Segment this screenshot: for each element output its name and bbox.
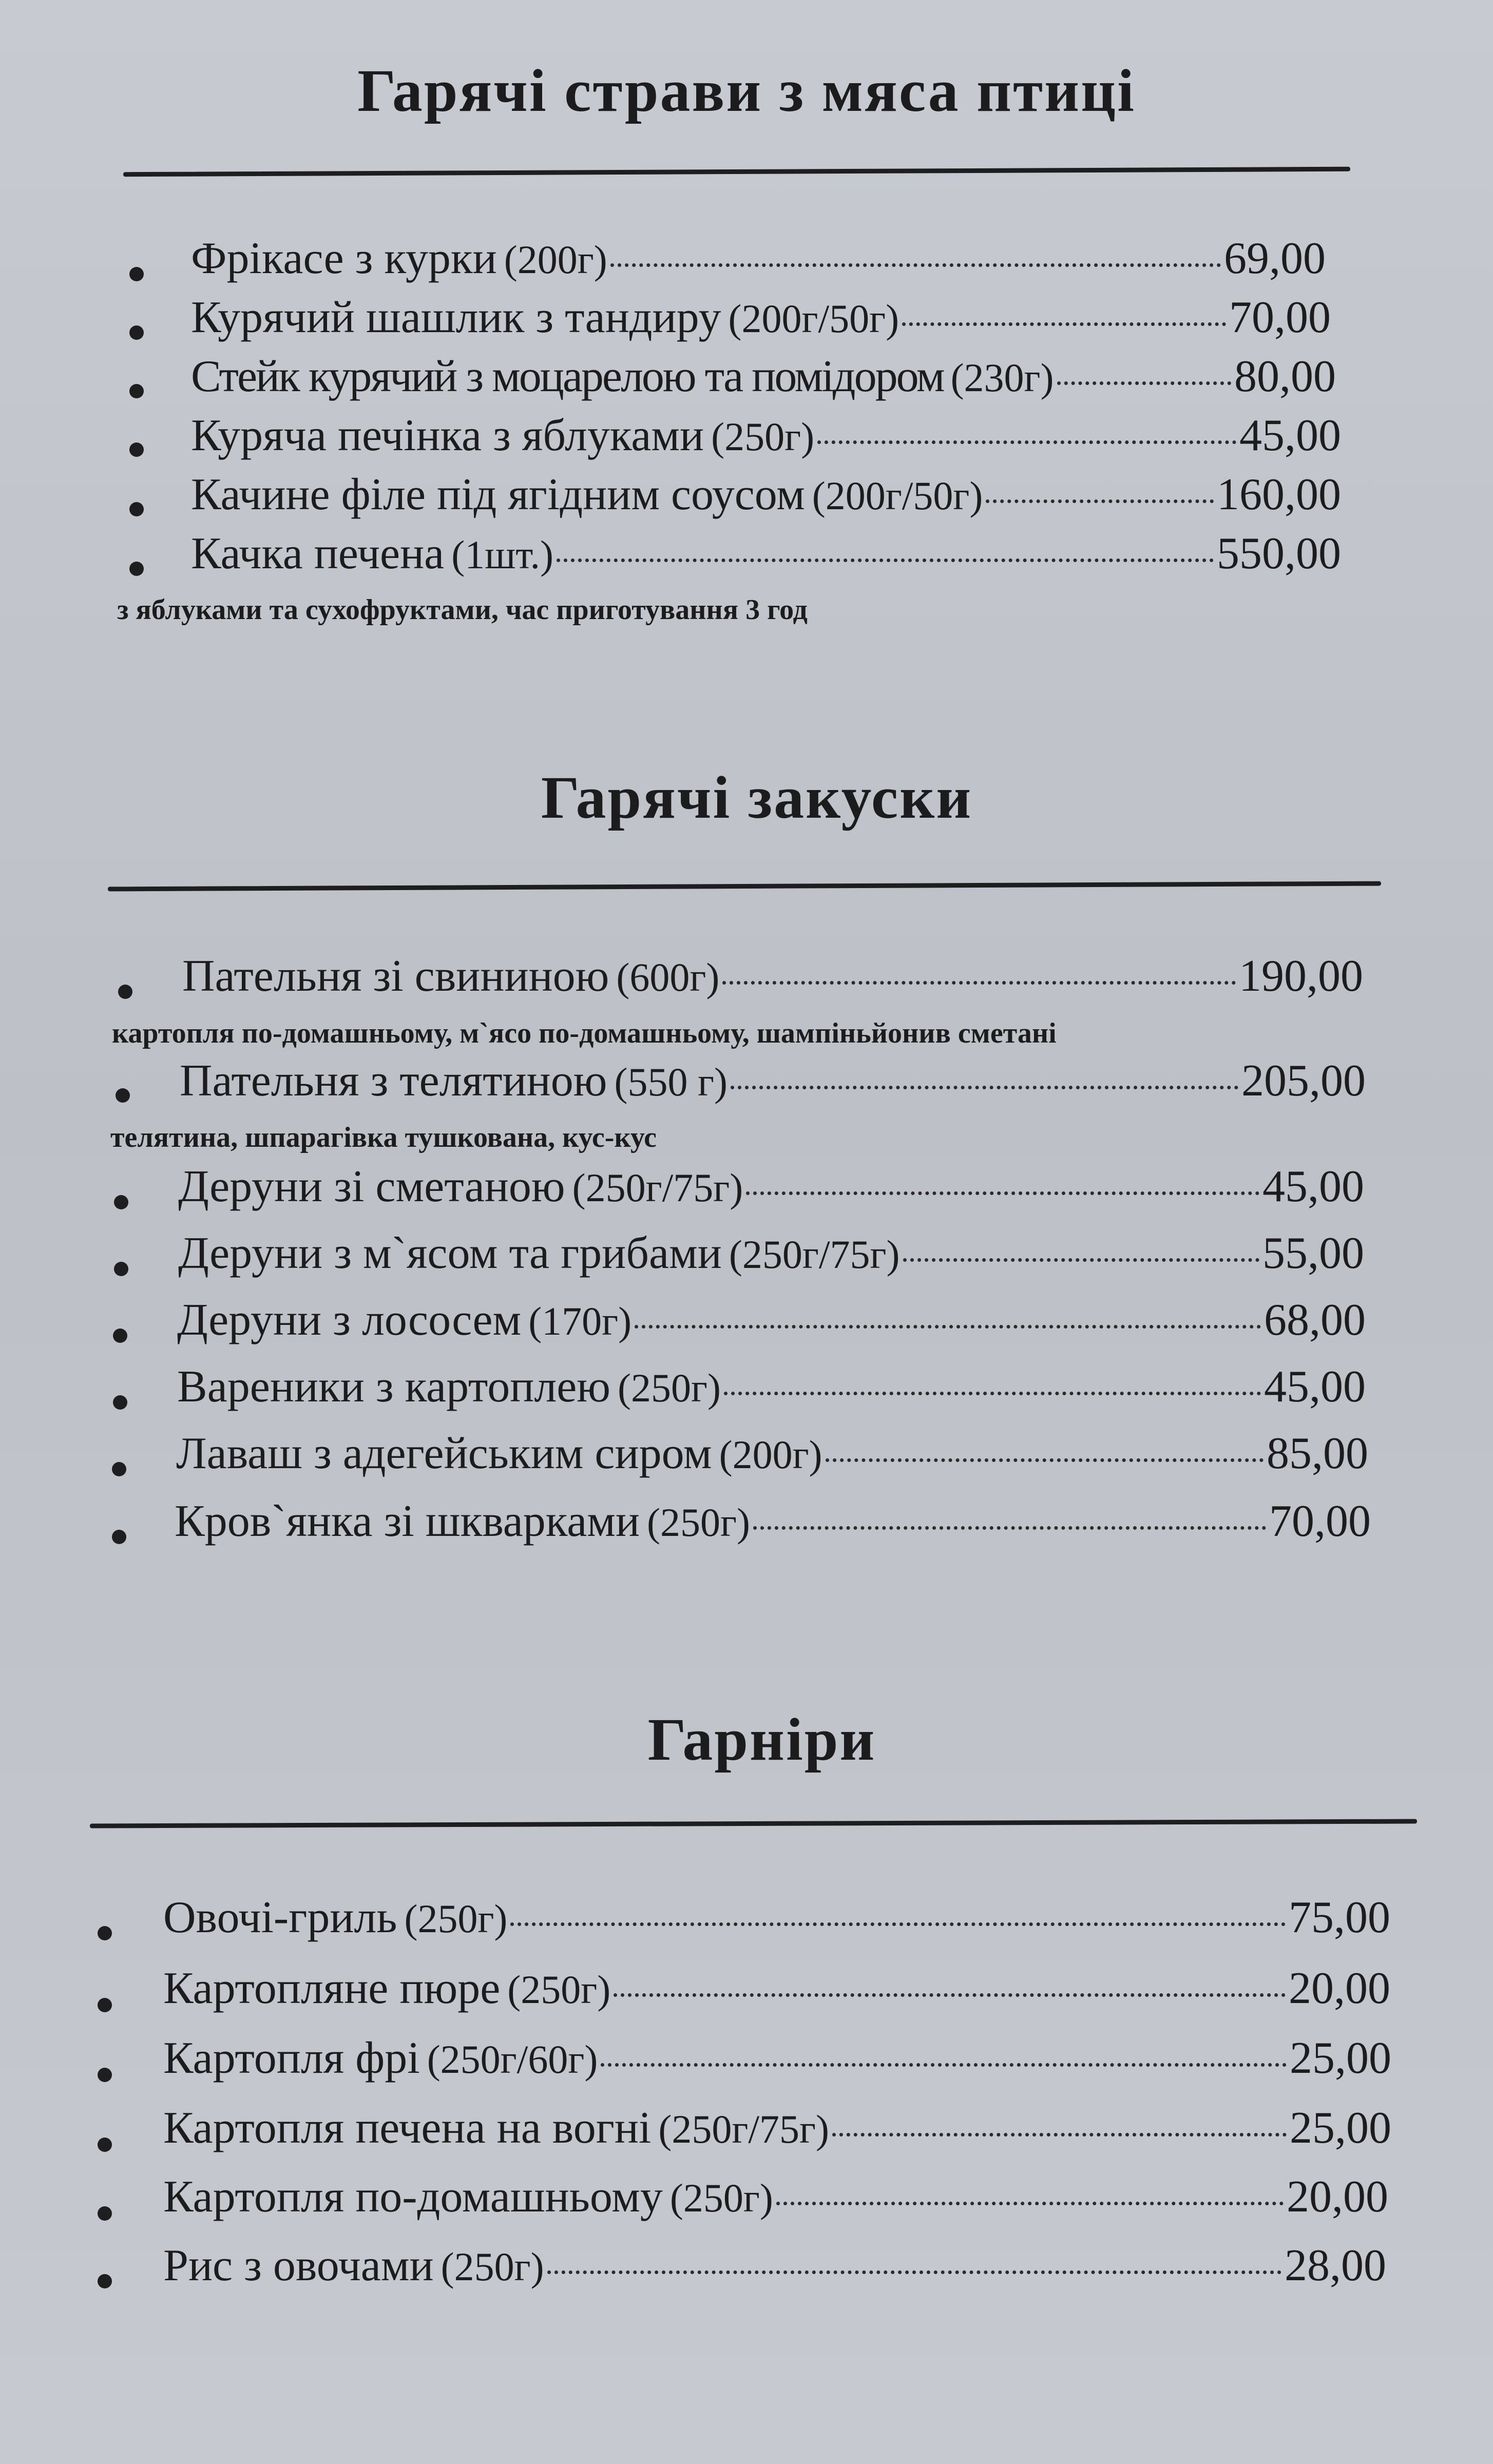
item-portion: (250г/75г) [729, 1232, 900, 1277]
item-portion: (250г) [404, 1896, 508, 1941]
item-portion: (170г) [528, 1299, 632, 1343]
item-portion: (250г) [647, 1500, 750, 1545]
item-price: 80,00 [1234, 352, 1336, 401]
menu-item [163, 2103, 1391, 2153]
item-portion: (250г/60г) [427, 2037, 598, 2082]
item-portion: (200г/50г) [812, 473, 983, 518]
item-price: 45,00 [1239, 411, 1341, 460]
dot-leader [601, 2063, 1287, 2067]
dot-leader [753, 1526, 1266, 1530]
bullet-icon [113, 1329, 127, 1343]
item-name: Картопля печена на вогні [163, 2103, 652, 2153]
item-name: Стейк курячий з моцарелою та помідором [191, 352, 944, 401]
bullet-icon [114, 1195, 128, 1209]
item-price: 85,00 [1267, 1429, 1368, 1478]
dot-leader [722, 981, 1236, 985]
dot-leader [610, 263, 1221, 267]
menu-item [191, 236, 1326, 281]
dot-leader [986, 499, 1214, 503]
item-price: 69,00 [1224, 234, 1326, 283]
item-name: Деруни з м`ясом та грибами [178, 1228, 722, 1278]
item-price: 45,00 [1262, 1162, 1364, 1211]
dot-leader [557, 559, 1214, 562]
bullet-icon [98, 2206, 112, 2221]
item-price: 550,00 [1217, 529, 1341, 579]
item-price: 70,00 [1269, 1496, 1371, 1546]
bullet-icon [98, 1998, 112, 2012]
item-portion: (1шт.) [451, 532, 553, 577]
item-price: 68,00 [1264, 1295, 1366, 1345]
menu-item [191, 472, 1341, 517]
item-note: з яблуками та сухофруктами, час приготування 3 год [117, 594, 808, 626]
bullet-icon [98, 1926, 112, 1940]
item-price: 25,00 [1290, 2103, 1391, 2153]
menu-item [163, 1895, 1390, 1940]
section-title-poultry: Гарячі страви з мяса птиці [357, 57, 1136, 124]
menu-item [178, 1228, 1364, 1278]
item-name: Деруни зі сметаною [178, 1162, 565, 1211]
item-name: Фрікасе з курки [191, 234, 497, 283]
item-name: Пательня зі свининою [182, 951, 609, 1001]
item-portion: (250г/75г) [572, 1165, 743, 1210]
dot-leader [776, 2202, 1284, 2205]
dot-leader [614, 1993, 1286, 1997]
item-name: Деруни з лососем [177, 1295, 522, 1345]
menu-item [177, 1364, 1366, 1410]
item-name: Рис з овочами [163, 2241, 434, 2290]
item-name: Картопляне пюре [163, 1964, 501, 2013]
menu-item [176, 1431, 1368, 1476]
bullet-icon [113, 1395, 127, 1410]
item-note: картопля по-домашньому, м`ясо по-домашньому, шампіньйонив сметані [112, 1017, 1057, 1049]
item-price: 75,00 [1289, 1893, 1390, 1942]
item-name: Качине філе під ягідним соусом [191, 470, 805, 519]
item-name: Картопля фрі [163, 2033, 420, 2083]
menu-item [178, 1164, 1364, 1209]
item-portion: (200г) [719, 1432, 822, 1477]
menu-item [191, 354, 1336, 399]
item-name: Куряча печінка з яблуками [191, 411, 704, 460]
menu-item [191, 529, 1341, 579]
bullet-icon [129, 502, 144, 516]
item-price: 45,00 [1264, 1362, 1366, 1412]
item-portion: (230г) [950, 355, 1054, 400]
dot-leader [1057, 381, 1231, 385]
menu-item [177, 1295, 1366, 1345]
item-price: 160,00 [1217, 470, 1341, 519]
item-name: Пательня з телятиною [180, 1056, 607, 1106]
menu-item [163, 1966, 1390, 2011]
dot-leader [826, 1458, 1264, 1462]
item-portion: (200г/50г) [728, 296, 899, 341]
item-price: 205,00 [1241, 1056, 1366, 1106]
bullet-icon [112, 1530, 126, 1544]
dot-leader [902, 322, 1226, 326]
item-name: Овочі-гриль [163, 1893, 397, 1942]
section-title-side-dishes: Гарніри [647, 1706, 876, 1773]
item-note: телятина, шпарагівка тушкована, кус-кус [110, 1122, 657, 1153]
section-divider [90, 1819, 1417, 1828]
item-name: Вареники з картоплею [177, 1362, 611, 1412]
bullet-icon [129, 325, 144, 340]
bullet-icon [98, 2138, 112, 2152]
item-name: Картопля по-домашньому [163, 2172, 663, 2222]
dot-leader [510, 1922, 1286, 1926]
menu-item [180, 1058, 1366, 1104]
bullet-icon [112, 1462, 126, 1476]
section-title-hot-appetizers: Гарячі закуски [541, 764, 973, 831]
item-price: 20,00 [1287, 2172, 1388, 2222]
bullet-icon [129, 562, 144, 576]
item-price: 20,00 [1289, 1964, 1390, 2013]
bullet-icon [98, 2274, 112, 2288]
item-portion: (200г) [504, 237, 607, 282]
menu-item [163, 2243, 1386, 2288]
item-price: 55,00 [1262, 1228, 1364, 1278]
dot-leader [903, 1258, 1260, 1262]
item-price: 25,00 [1290, 2033, 1391, 2083]
menu-item [191, 413, 1341, 458]
item-portion: (250г) [711, 414, 815, 459]
item-portion: (600г) [616, 955, 720, 999]
bullet-icon [98, 2068, 112, 2082]
dot-leader [817, 440, 1236, 444]
item-portion: (250г/75г) [658, 2107, 829, 2151]
dot-leader [724, 1392, 1261, 1395]
bullet-icon [114, 1262, 128, 1276]
menu-item [191, 295, 1331, 340]
section-divider [123, 167, 1350, 177]
bullet-icon [129, 442, 144, 457]
menu-item [182, 951, 1363, 1001]
item-portion: (550 г) [614, 1060, 728, 1104]
menu-item [163, 2174, 1388, 2220]
menu-item [163, 2033, 1391, 2083]
dot-leader [635, 1325, 1261, 1329]
section-divider [108, 881, 1381, 892]
item-portion: (250г) [441, 2244, 544, 2289]
dot-leader [746, 1191, 1259, 1195]
bullet-icon [129, 267, 144, 281]
item-price: 70,00 [1229, 293, 1331, 342]
item-price: 190,00 [1239, 951, 1363, 1001]
item-name: Курячий шашлик з тандиру [191, 293, 721, 342]
item-portion: (250г) [507, 1967, 611, 2012]
item-name: Лаваш з адегейським сиром [176, 1429, 712, 1478]
item-price: 28,00 [1285, 2241, 1386, 2290]
dot-leader [547, 2270, 1281, 2274]
bullet-icon [118, 985, 132, 999]
dot-leader [832, 2133, 1287, 2136]
bullet-icon [116, 1088, 130, 1103]
menu-item [175, 1496, 1371, 1546]
bullet-icon [129, 384, 144, 398]
item-portion: (250г) [669, 2176, 773, 2220]
item-name: Качка печена [191, 529, 445, 579]
dot-leader [731, 1086, 1238, 1089]
item-portion: (250г) [618, 1365, 721, 1410]
item-name: Кров`янка зі шкварками [175, 1496, 640, 1546]
